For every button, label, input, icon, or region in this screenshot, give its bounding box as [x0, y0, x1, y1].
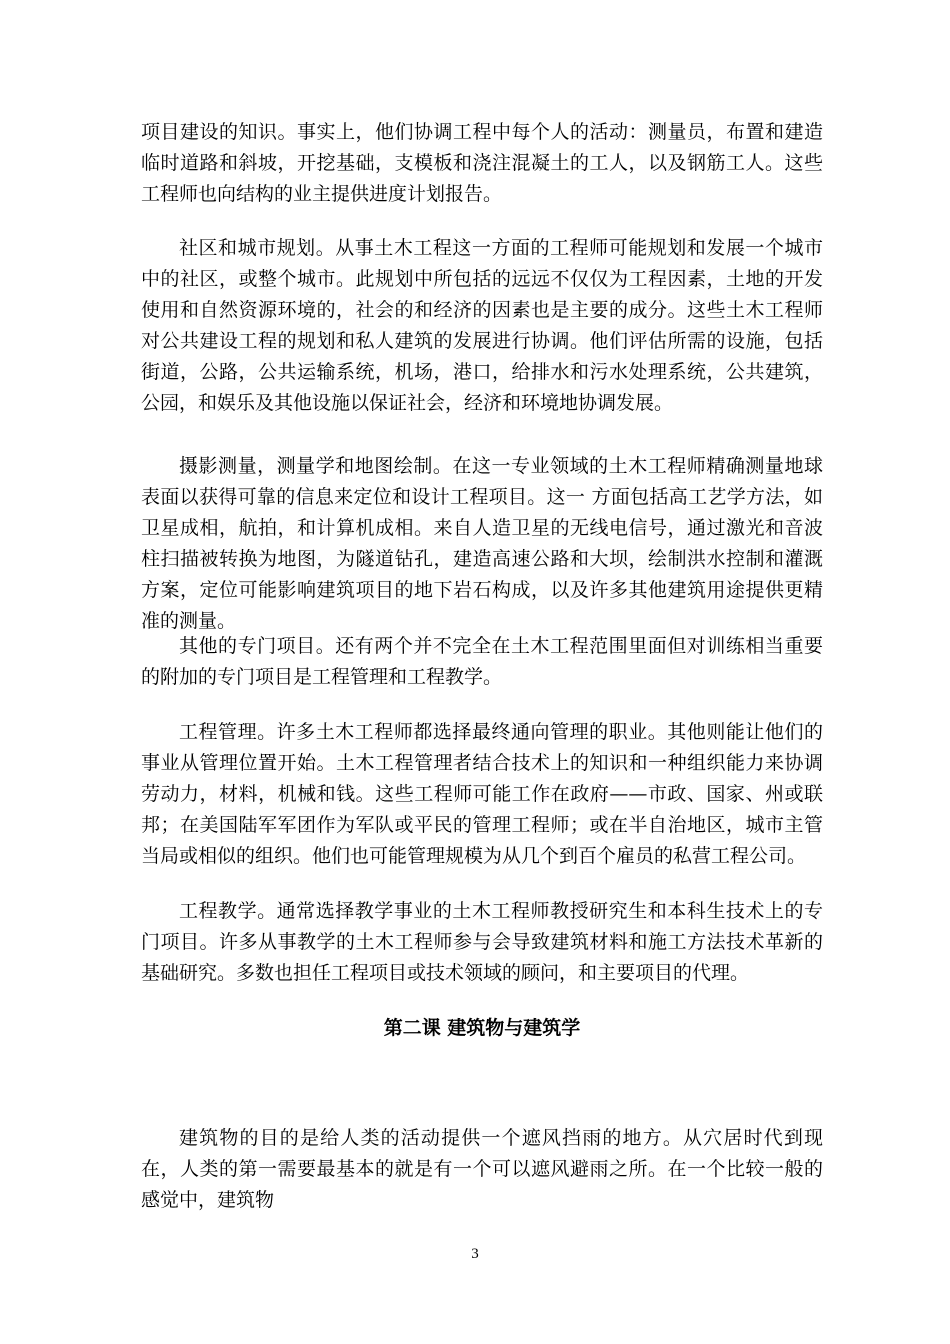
paragraph-community-urban-planning: 社区和城市规划。从事土木工程这一方面的工程师可能规划和发展一个城市中的社区，或整个城市。此规划中所包括的远远不仅仅为工程因素，土地的开发使用和自然资源环境的，社会的和经济的因素也是主要的成分。这些土木工程师对公共建设工程的规划和私人建筑的发展进行协调。他们评估所需的设施，包括街道，公路，公共运输系统，机场，港口，给排水和污水处理系统，公共建筑，公园，和娱乐及其他设施以保证社会，经济和环境地协调发展。 — [141, 237, 823, 414]
page-number: 3 — [471, 1246, 479, 1262]
lesson-heading: 第二课 建筑物与建筑学 — [383, 1017, 581, 1039]
paragraph-construction-management-continued: 项目建设的知识。事实上，他们协调工程中每个人的活动：测量员，布置和建造临时道路和斜坡，开挖基础，支模板和浇注混凝土的工人，以及钢筋工人。这些工程师也向结构的业主提供进度计划报告。 — [141, 121, 823, 205]
paragraph-engineering-teaching: 工程教学。通常选择教学事业的土木工程师教授研究生和本科生技术上的专门项目。许多从事教学的土木工程师参与会导致建筑材料和施工方法技术革新的基础研究。多数也担任工程项目或技术领域的顾问，和主要项目的代理。 — [141, 900, 823, 984]
paragraph-engineering-management: 工程管理。许多土木工程师都选择最终通向管理的职业。其他则能让他们的事业从管理位置开始。土木工程管理者结合技术上的知识和一种组织能力来协调劳动力，材料，机械和钱。这些工程师可能工作在政府——市政、国家、州或联邦；在美国陆军军团作为军队或平民的管理工程师；或在半自治地区，城市主管当局或相似的组织。他们也可能管理规模为从几个到百个雇员的私营工程公司。 — [141, 721, 823, 867]
paragraph-other-specialties: 其他的专门项目。还有两个并不完全在土木工程范围里面但对训练相当重要的附加的专门项目是工程管理和工程教学。 — [141, 635, 823, 688]
paragraph-buildings-purpose: 建筑物的目的是给人类的活动提供一个遮风挡雨的地方。从穴居时代到现在，人类的第一需要最基本的就是有一个可以遮风避雨之所。在一个比较一般的感觉中，建筑物 — [141, 1127, 823, 1211]
paragraph-photogrammetry-surveying-mapping: 摄影测量，测量学和地图绘制。在这一专业领域的土木工程师精确测量地球表面以获得可靠的信息来定位和设计工程项目。这一 方面包括高工艺学方法，如卫星成相，航拍，和计算机成相。来自人造卫星的无线电信号，通过激光和音波柱扫描被转换为地图，为隧道钻孔，建造高速公路和大坝，绘制洪水控制和灌溉方案，定位可能影响建筑项目的地下岩石构成，以及许多其他建筑用途提供更精准的测量。 — [141, 455, 823, 632]
